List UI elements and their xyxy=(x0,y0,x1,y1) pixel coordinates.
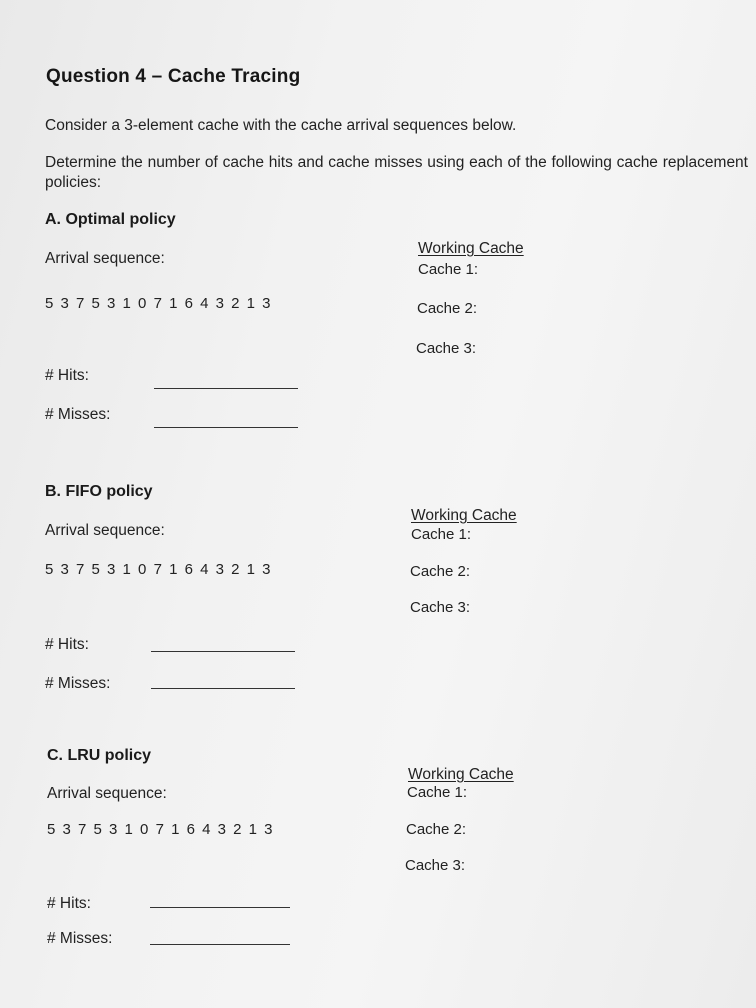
cache-1-label: Cache 1: xyxy=(418,261,479,278)
arrival-sequence: 5 3 7 5 3 1 0 7 1 6 4 3 2 1 3 xyxy=(45,561,271,578)
working-cache-heading: Working Cache xyxy=(418,240,524,257)
misses-answer-blank[interactable] xyxy=(154,427,298,428)
cache-1-label: Cache 1: xyxy=(407,784,468,801)
cache-2-label: Cache 2: xyxy=(406,821,467,838)
misses-label: # Misses: xyxy=(45,675,111,692)
hits-label: # Hits: xyxy=(45,367,89,384)
arrival-sequence-label: Arrival sequence: xyxy=(47,785,167,802)
question-title: Question 4 – Cache Tracing xyxy=(46,66,301,87)
instructions-text: Determine the number of cache hits and cache misses using each of the following cache replacement policies: xyxy=(45,154,748,191)
section-title: A. Optimal policy xyxy=(45,211,176,228)
arrival-sequence-label: Arrival sequence: xyxy=(45,522,165,539)
misses-label: # Misses: xyxy=(45,406,111,423)
hits-answer-blank[interactable] xyxy=(150,907,290,908)
misses-answer-blank[interactable] xyxy=(150,944,290,945)
cache-2-label: Cache 2: xyxy=(410,563,471,580)
hits-answer-blank[interactable] xyxy=(154,388,298,389)
misses-answer-blank[interactable] xyxy=(151,688,295,689)
cache-3-label: Cache 3: xyxy=(416,340,477,357)
hits-label: # Hits: xyxy=(47,895,91,912)
misses-label: # Misses: xyxy=(47,930,113,947)
working-cache-heading: Working Cache xyxy=(408,766,514,783)
cache-1-label: Cache 1: xyxy=(411,526,472,543)
arrival-sequence: 5 3 7 5 3 1 0 7 1 6 4 3 2 1 3 xyxy=(47,821,273,838)
hits-answer-blank[interactable] xyxy=(151,651,295,652)
section-title: B. FIFO policy xyxy=(45,483,153,500)
intro-text: Consider a 3-element cache with the cache arrival sequences below. xyxy=(45,117,517,134)
section-title: C. LRU policy xyxy=(47,747,152,764)
hits-label: # Hits: xyxy=(45,636,89,653)
arrival-sequence: 5 3 7 5 3 1 0 7 1 6 4 3 2 1 3 xyxy=(45,295,271,312)
cache-3-label: Cache 3: xyxy=(405,857,466,874)
working-cache-heading: Working Cache xyxy=(411,507,517,524)
arrival-sequence-label: Arrival sequence: xyxy=(45,250,165,267)
cache-3-label: Cache 3: xyxy=(410,599,471,616)
cache-2-label: Cache 2: xyxy=(417,300,478,317)
